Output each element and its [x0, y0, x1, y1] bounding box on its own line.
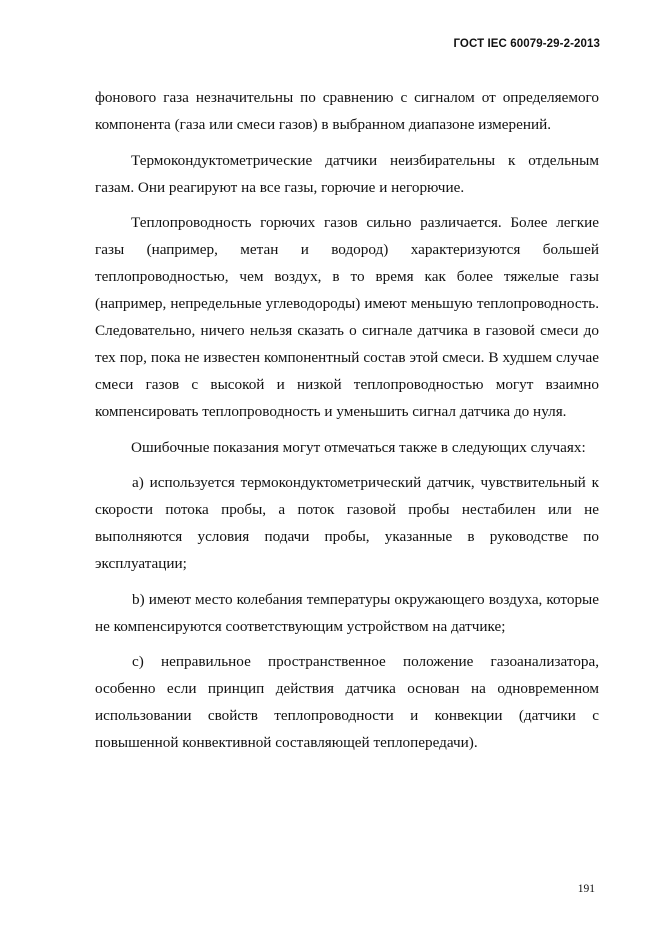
list-item-b: b) имеют место колебания температуры окружающего воздуха, которые не компенсируются соответствующим устройством на датчике;: [95, 590, 599, 635]
body-text: [95, 84, 599, 765]
paragraph-continuation: фонового газа незначительны по сравнению с сигналом от определяемого компонента (газа или смеси газов) в выбранном диапазоне измерений.: [95, 89, 599, 133]
standard-code-header: ГОСТ IEC 60079-29-2-2013: [453, 38, 600, 50]
list-item-c: с) неправильное пространственное положение газоанализатора, особенно если принцип действия датчика основан на одновременном использовании свойств теплопроводности и конвекции (датчики с повышенной конвективной составляющей теплопередачи).: [95, 653, 599, 751]
page-number: 191: [577, 883, 595, 895]
paragraph-sensors-nonselective: Термокондуктометрические датчики неизбирательны к отдельным газам. Они реагируют на все газы, горючие и негорючие.: [95, 151, 599, 196]
paragraph-thermal-conductivity: Теплопроводность горючих газов сильно различается. Более легкие газы (например, метан и водород) характеризуются большей теплопроводностью, чем воздух, в то время как более тяжелые газы (например, непредельные углеводороды) имеют меньшую теплопроводность. Следовательно, ничего нельзя сказать о сигнале датчика в газовой смеси до тех пор, пока не известен компонентный состав этой смеси. В худшем случае смеси газов с высокой и низкой теплопроводностью могут взаимно компенсировать теплопроводность и уменьшить сигнал датчика до нуля.: [95, 214, 599, 420]
paragraph-erroneous-readings: Ошибочные показания могут отмечаться также в следующих случаях:: [131, 438, 586, 456]
list-item-a: а) используется термокондуктометрический датчик, чувствительный к скорости потока пробы, а поток газовой пробы нестабилен или не выполняются условия подачи пробы, указанные в руководстве по эксплуатации;: [95, 474, 599, 572]
